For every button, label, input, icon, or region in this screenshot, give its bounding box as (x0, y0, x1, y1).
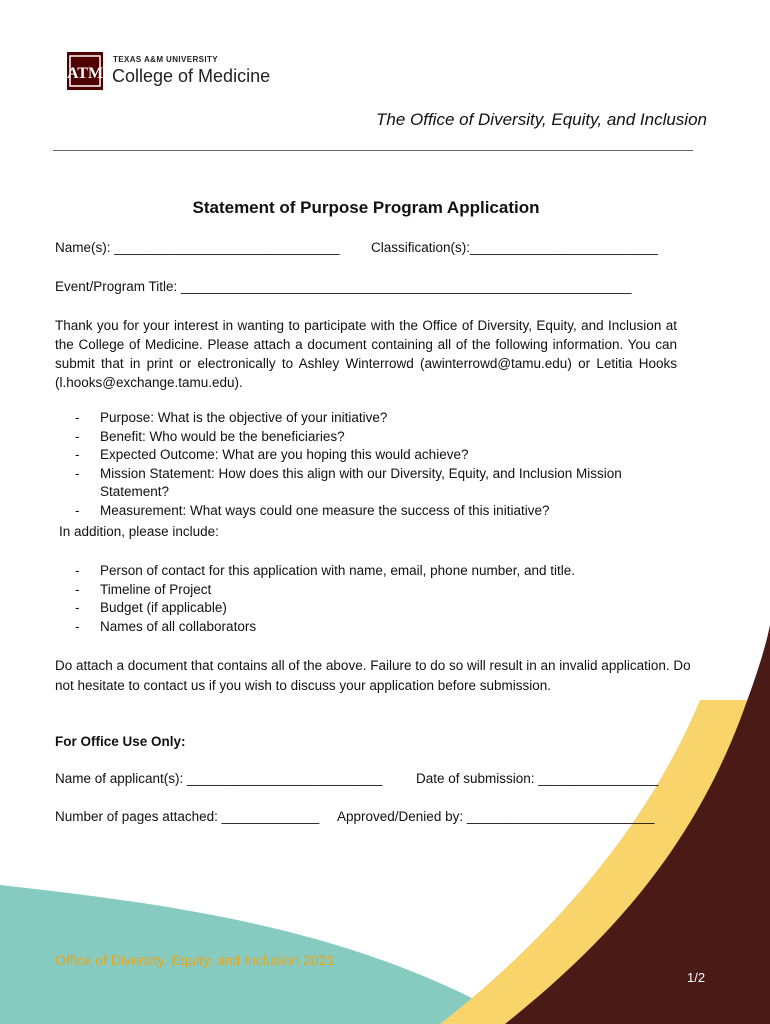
list-item: - Timeline of Project (75, 581, 212, 597)
form-title: Statement of Purpose Program Application (192, 198, 540, 217)
names-field[interactable]: Name(s): ______________________________ (55, 240, 340, 255)
submission-date-field[interactable]: Date of submission: ________________ (416, 771, 659, 786)
svg-text:ATM: ATM (67, 65, 103, 82)
classification-field[interactable]: Classification(s):_________________________ (371, 240, 658, 255)
list-item: - Measurement: What ways could one measure the success of this initiative? (75, 502, 550, 518)
footer-text: Office of Diversity, Equity, and Inclusion 2021 (55, 952, 335, 968)
approved-by-field[interactable]: Approved/Denied by: _________________________ (337, 809, 655, 824)
applicant-name-field[interactable]: Name of applicant(s): __________________________ (55, 771, 383, 786)
list-item: - Expected Outcome: What are you hoping this would achieve? (75, 447, 469, 462)
office-use-heading: For Office Use Only: (55, 734, 186, 749)
tamu-logo-icon (67, 52, 103, 90)
in-addition-text: In addition, please include: (59, 524, 219, 539)
list-item: - Names of all collaborators (75, 618, 257, 634)
list-item: - Benefit: Who would be the beneficiaries? (75, 428, 345, 444)
list-item: - Person of contact for this application with name, email, phone number, and title. (75, 563, 576, 578)
college-name: College of Medicine (112, 66, 271, 86)
include-list (55, 562, 655, 636)
page-number: 1/2 (687, 970, 706, 985)
intro-paragraph: Thank you for your interest in wanting to participate with the Office of Diversity, Equity, and Inclusion at the College of Medicine. Please attach a document containing all of the following information. You can submit that in print or electronically to Ashley Winterrowd (awinterrowd@tamu.edu) or Letitia Hooks (l.hooks@exchange.tamu.edu). (55, 318, 677, 390)
list-item: - Mission Statement: How does this align with our Diversity, Equity, and Inclusion Mission Statement? (75, 465, 622, 499)
list-item: - Purpose: What is the objective of your initiative? (75, 410, 388, 425)
university-name: TEXAS A&M UNIVERSITY (113, 55, 219, 64)
header-divider (53, 150, 693, 151)
requirements-list (55, 409, 655, 520)
pages-attached-field[interactable]: Number of pages attached: _____________ (55, 809, 320, 824)
closing-paragraph: Do attach a document that contains all of the above. Failure to do so will result in an invalid application. Do not hesitate to contact us if you wish to discuss your application before submission. (55, 658, 691, 693)
list-item: - Budget (if applicable) (75, 600, 227, 615)
event-title-field[interactable]: Event/Program Title: ____________________________________________________________ (55, 279, 632, 294)
office-title: The Office of Diversity, Equity, and Inclusion (375, 110, 707, 129)
